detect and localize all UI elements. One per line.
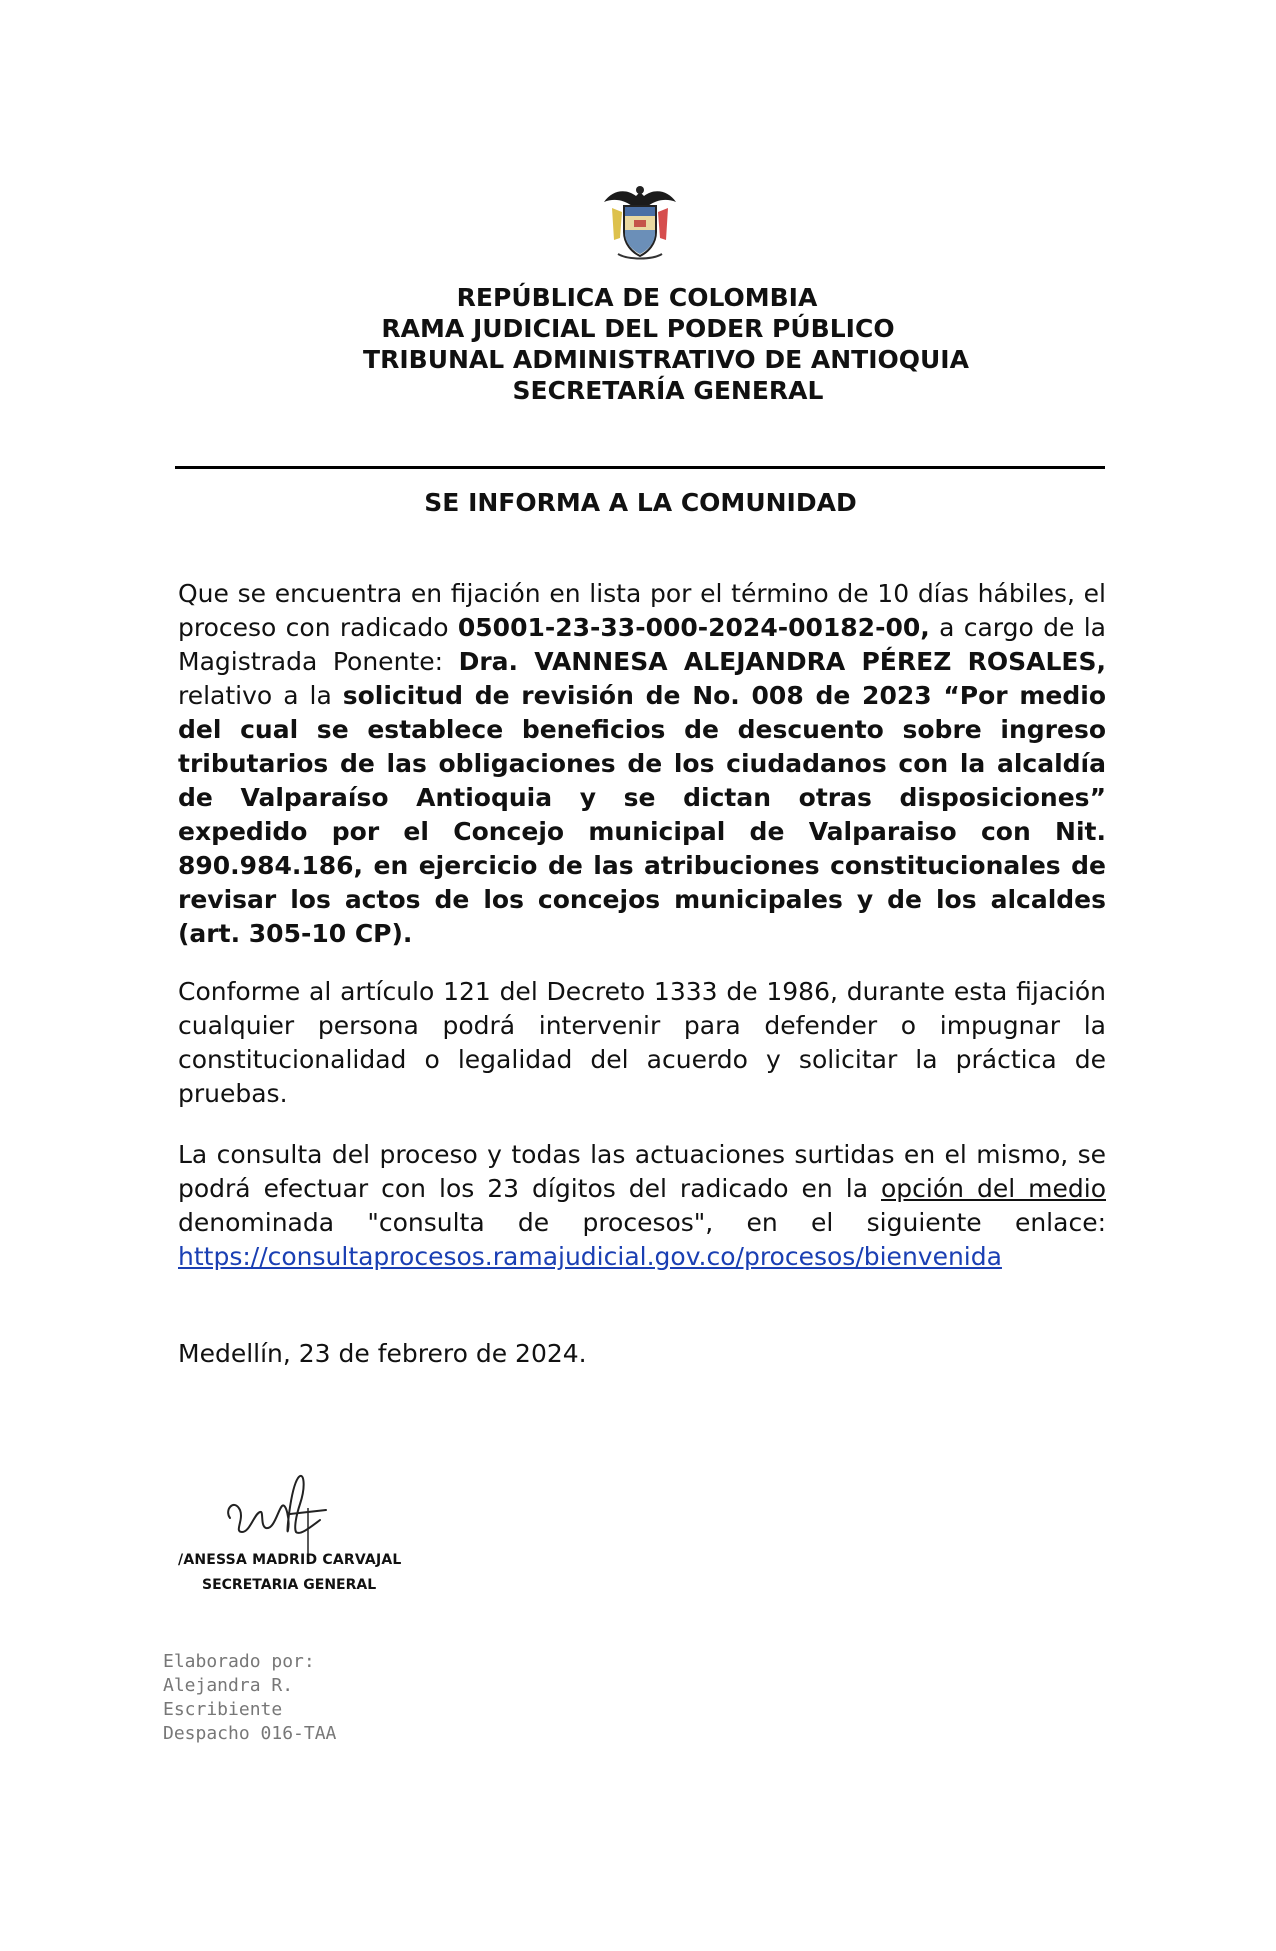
legal-basis-paragraph: Conforme al artículo 121 del Decreto 1333 de 1986, durante esta fijación cualquier persona podrá intervenir para defender o impugnar la constitucionalidad o legalidad del acuerdo y solicitar la práctica de pruebas.	[178, 977, 1106, 1108]
signatory-role: SECRETARIA GENERAL	[202, 1577, 377, 1593]
footer-line-3: Escribiente	[163, 1699, 283, 1720]
header-tribunal	[28, 344, 1276, 375]
footer-line-1: Elaborado por:	[163, 1651, 315, 1672]
consultation-paragraph: La consulta del proceso y todas las actuaciones surtidas en el mismo, se podrá efectuar con los 23 dígitos del radicado en la opción del medio denominada "consulta de procesos", en el siguiente enlace: https://consultaprocesos.ramajudicial.gov.co/procesos/bienvenida	[178, 1140, 1106, 1271]
magistrate-name: Dra. VANNESA ALEJANDRA PÉREZ ROSALES,	[458, 647, 1106, 676]
header-country	[0, 282, 1275, 313]
underlined-option: opción del medio	[881, 1174, 1106, 1203]
header-line-3: TRIBUNAL ADMINISTRATIVO DE ANTIOQUIA	[363, 345, 969, 374]
footer-line-2: Alejandra R.	[163, 1675, 294, 1696]
date-line: Medellín, 23 de febrero de 2024.	[178, 1339, 587, 1368]
consulta-procesos-link[interactable]: https://consultaprocesos.ramajudicial.gov.co/procesos/bienvenida	[178, 1242, 1002, 1271]
handwritten-signature	[220, 1470, 350, 1560]
case-description: solicitud de revisión de No. 008 de 2023 “Por medio del cual se establece beneficios de descuento sobre ingreso tributarios de las obligaciones de los ciudadanos con la alcaldía de Valparaíso Antioquia y se dictan otras disposiciones” expedido por el Concejo municipal de Valparaiso con Nit. 890.984.186, en ejercicio de las atribuciones constitucionales de revisar los actos de los concejos municipales y de los alcaldes (art. 305-10 CP).	[178, 681, 1107, 948]
footer-line-4: Despacho 016-TAA	[163, 1723, 337, 1744]
header-line-4: SECRETARÍA GENERAL	[512, 376, 824, 405]
case-number: 05001-23-33-000-2024-00182-00,	[457, 613, 930, 642]
coat-of-arms-icon	[598, 180, 682, 264]
notice-title: SE INFORMA A LA COMUNIDAD	[424, 488, 857, 517]
horizontal-rule	[175, 466, 1105, 469]
prepared-by-footer	[163, 1650, 336, 1746]
header-secretariat	[30, 375, 1276, 406]
header-branch	[0, 313, 1276, 344]
header-line-1: REPÚBLICA DE COLOMBIA	[456, 283, 818, 312]
notice-paragraph: Que se encuentra en fijación en lista por el término de 10 días hábiles, el proceso con radicado 05001-23-33-000-2024-00182-00, a cargo de la Magistrada Ponente: Dra. VANNESA ALEJANDRA PÉREZ ROSALES, relativo a la solicitud de revisión de No. 008 de 2023 “Por medio del cual se establece beneficios de descuento sobre ingreso tributarios de las obligaciones de los ciudadanos con la alcaldía de Valparaíso Antioquia y se dictan otras disposiciones” expedido por el Concejo municipal de Valparaiso con Nit. 890.984.186, en ejercicio de las atribuciones constitucionales de revisar los actos de los concejos municipales y de los alcaldes (art. 305-10 CP).	[178, 579, 1107, 948]
signatory-name: /ANESSA MADRID CARVAJAL	[178, 1552, 402, 1568]
header-line-2: RAMA JUDICIAL DEL PODER PÚBLICO	[381, 314, 895, 343]
